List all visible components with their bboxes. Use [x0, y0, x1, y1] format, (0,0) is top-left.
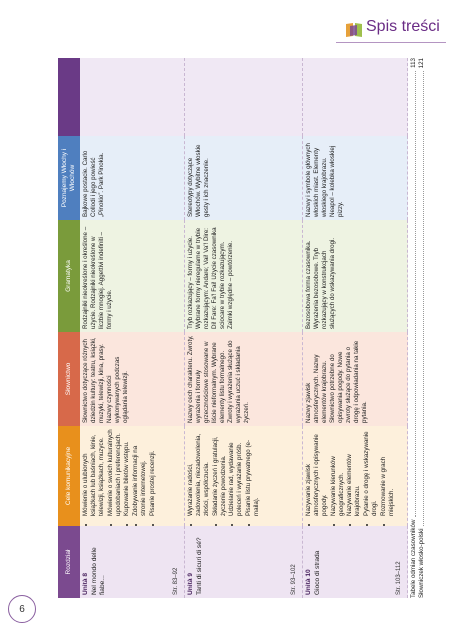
blank-cell — [185, 58, 303, 136]
leader-dots — [410, 71, 416, 517]
table-row — [303, 58, 408, 598]
toc-table — [58, 58, 408, 598]
culture-cell: Stereotypy dotyczące Włochów. Wybitne włoskie gesty i ich znaczenie. — [185, 136, 303, 220]
grammar-cell: Bezosobowa forma czasownika. Wyrażenia bezosobowe. Tryb rozkazujący w konstrukcjach służących do wskazywania drogi. — [303, 220, 408, 332]
vocab-cell: Nazwy zjawisk atmosferycznych. Nazwy elementów krajobrazu. Słownictwo potrzebne do opisywania pogody. Nowe zwroty służące do pytania o drogę i odpowiadania na takie pytania. — [303, 332, 408, 426]
book-pages-icon — [344, 21, 364, 39]
page-header — [336, 18, 446, 58]
header-chapter: Rozdział — [58, 526, 80, 598]
unit-cell: Unità 10 Gioco di strada Str. 103–112 — [303, 526, 408, 598]
header-blank — [58, 58, 80, 136]
unit-cell: Unità 8 Nel mondo delle fiabe... Str. 83–92 — [80, 526, 185, 598]
page-title: Spis treści — [366, 18, 440, 35]
grammar-cell: Tryb rozkazujący – formy i użycie. Wybrane formy nieregularne w trybie rozkazującym: Andare; Vai! Va'! Dire: Di! Fare: Fa'! Fai! Użycie czasownika sciocare w trybie rozkazującym. Zaimki względne – powtórzenie. — [185, 220, 303, 332]
grammar-cell: Rodzajniki nieokreślone i określone – użycie. Rodzajniki nieokreślone w liczbie mnogiej. Aggettivi indefiniti – formy i użycie. — [80, 220, 185, 332]
table-of-contents — [58, 58, 424, 598]
header-grammar: Gramatyka — [58, 220, 80, 332]
appendix-list — [410, 58, 426, 598]
list-item: Słowniczek włosko-polski 121 — [418, 58, 425, 598]
leader-dots — [418, 71, 424, 525]
header-goals: Cele komunikacyjne — [58, 426, 80, 526]
unit-cell: Unità 9 Tanti di sicuri di sé? Str. 93–102 — [185, 526, 303, 598]
goals-cell: • Nazywanie zjawisk atmosferycznych i opisywanie pogody. • Nazywanie kierunków geograficznych. • Nazywanie elementów krajobrazu. • Pytanie o drogę i wskazywanie drogi. • Rozmowanie w grach miejskich. — [303, 426, 408, 526]
page-number: 6 — [8, 595, 36, 623]
blank-cell — [80, 58, 185, 136]
culture-cell: Bajkowe postacie. Carlo Collodi i jego powieść „Pinokio”. Park Pinokia. — [80, 136, 185, 220]
table-row — [185, 58, 303, 598]
vocab-cell: Słownictwo dotyczące różnych dziedzin kultury: teatru, książki, muzyki, telewizji, kina, prasy. Nazwy czynności wykonywanych podczas oglądania telewizji. — [80, 332, 185, 426]
vocab-cell: Nazwy cech charakteru. Zwroty, wyrażenia i formuły grzecznościowe stosowane w liście nieformalnym. Wybrane elementy listu formalnego. Zwroty i wyrażenia służące do wyrażania uczuć i składania życzeń. — [185, 332, 303, 426]
header-culture: Poznajemy Włochy i Włochów — [58, 136, 80, 220]
blank-cell — [303, 58, 408, 136]
list-item: Tabele odmian czasowników 113 — [410, 58, 417, 598]
goals-cell: • Mówienie o ulubionych książkach lub baśniach, kinie, telewizji, książkach, muzyce. • Mówienie o swoich kulturalnych upodobaniach i preferencjach. • Kupowanie biletów wstępu. • Zdobywanie informacji na stronie internetowej. • Pisanie prostej recenzji. — [80, 426, 185, 526]
title-underline — [336, 42, 446, 43]
header-vocab: Słownictwo — [58, 332, 80, 426]
table-row — [80, 58, 185, 598]
table-header — [58, 58, 80, 598]
culture-cell: Nazwy i symbole głównych włoskich miast. Elementy włoskiego krajobrazu. Neapol – kolebka włoskiej pizzy. — [303, 136, 408, 220]
goals-cell: • Wyrażanie radości, zadowolenia, niezadowolenia, złości, współczucia. • Składanie życzeń i gratulacji, życzenie powodzenia. • Udzielanie rad, wydawanie poleceń i wyrażanie próśb. • Pisanie listu prywatnego (e-maila). — [185, 426, 303, 526]
